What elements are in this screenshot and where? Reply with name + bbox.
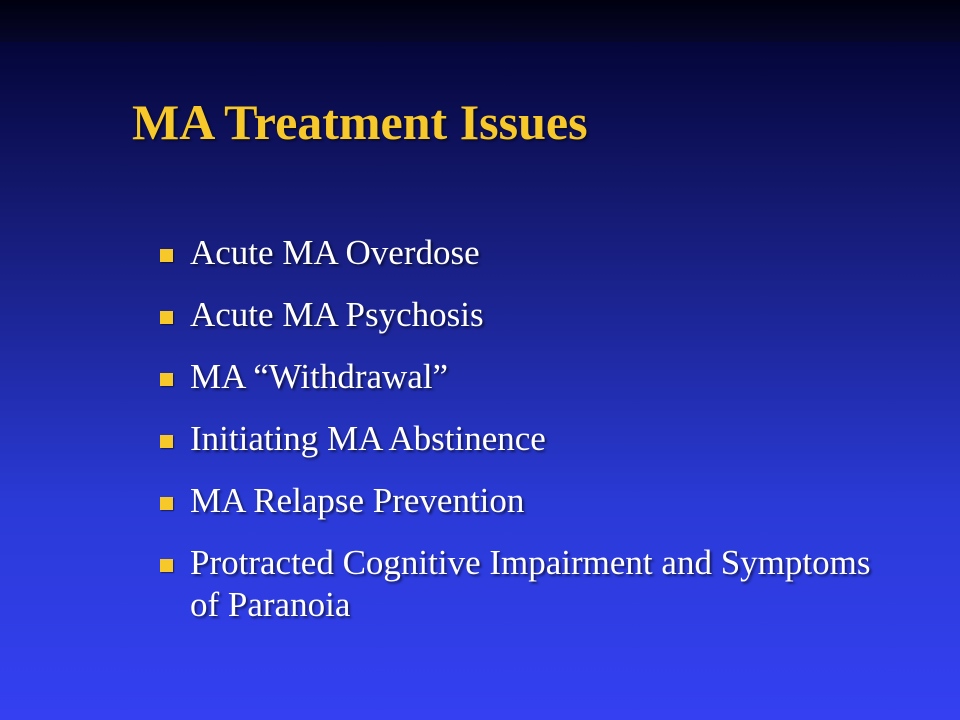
bullet-item bbox=[160, 418, 880, 460]
bullet-text: Acute MA Overdose bbox=[190, 233, 480, 272]
bullet-item bbox=[160, 232, 880, 274]
bullet-item bbox=[160, 294, 880, 336]
square-bullet-icon bbox=[160, 249, 173, 262]
slide-title: MA Treatment Issues bbox=[132, 94, 588, 150]
square-bullet-icon bbox=[160, 311, 173, 324]
bullet-text: MA “Withdrawal” bbox=[190, 357, 449, 396]
bullet-item bbox=[160, 356, 880, 398]
bullet-item bbox=[160, 480, 880, 522]
bullet-item bbox=[160, 542, 880, 626]
square-bullet-icon bbox=[160, 497, 173, 510]
bullet-text: Initiating MA Abstinence bbox=[190, 419, 546, 458]
bullet-text: Acute MA Psychosis bbox=[190, 295, 484, 334]
slide-top-band bbox=[0, 0, 960, 42]
square-bullet-icon bbox=[160, 559, 173, 572]
square-bullet-icon bbox=[160, 435, 173, 448]
bullet-text: Protracted Cognitive Impairment and Symptoms of Paranoia bbox=[190, 543, 871, 624]
bullet-list bbox=[160, 232, 880, 646]
square-bullet-icon bbox=[160, 373, 173, 386]
bullet-text: MA Relapse Prevention bbox=[190, 481, 525, 520]
